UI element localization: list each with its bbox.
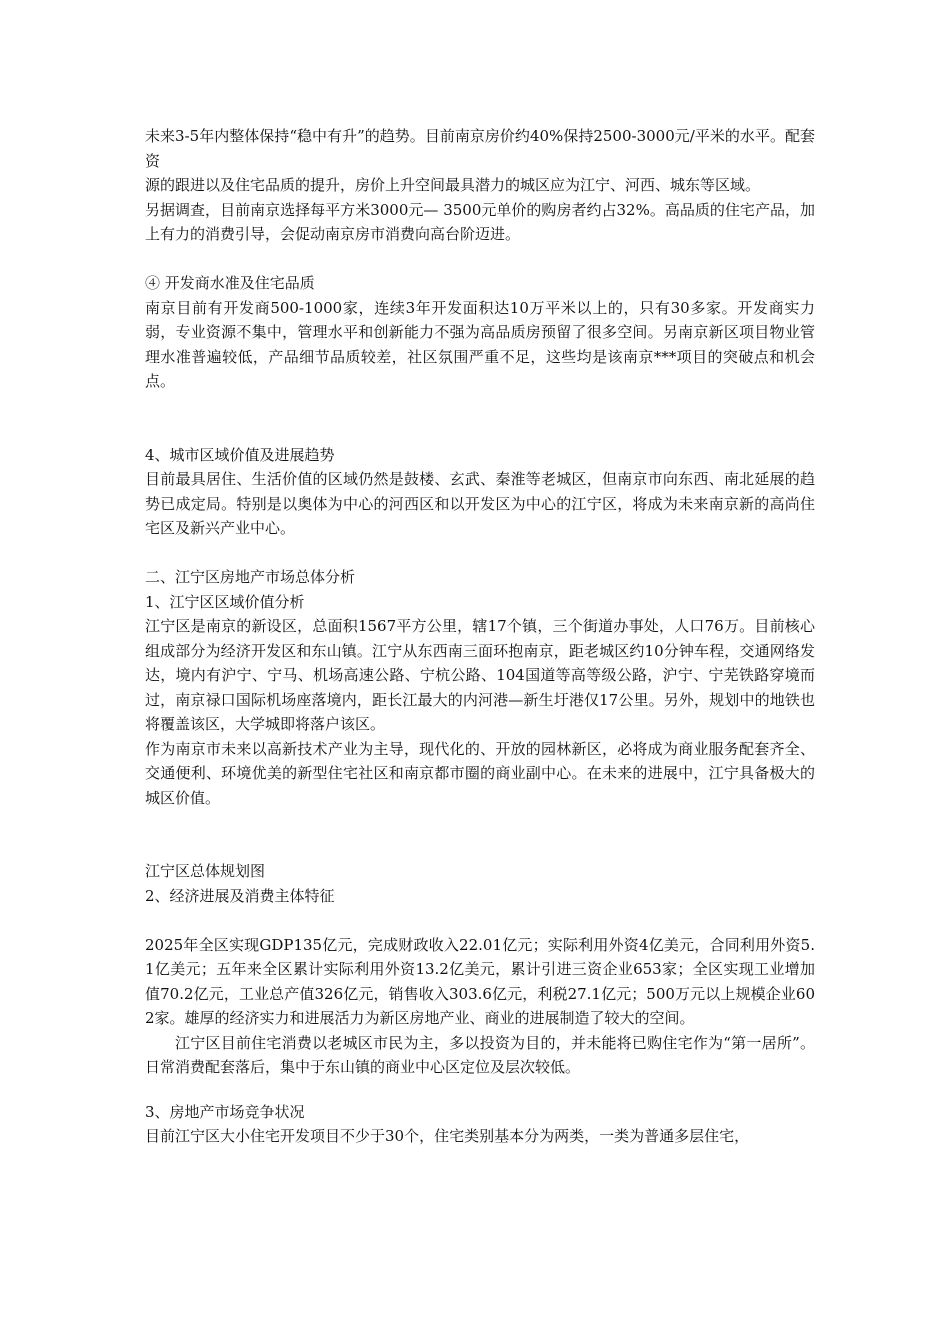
spacer [145, 908, 815, 933]
spacer [145, 247, 815, 272]
paragraph-economy-figures: 2025年全区实现GDP135亿元，完成财政收入22.01亿元；实际利用外资4亿美元，合同利用外资5.1亿美元；五年来全区累计实际利用外资13.2亿美元，累计引进三资企业653家；全区实现工业增加值70.2亿元，工业总产值326亿元，销售收入303.6亿元，利税27.1亿元；500万元以上规模企业602家。雄厚的经济实力和进展活力为新区房地产业、商业的进展制造了较大的空间。 [145, 935, 815, 1027]
heading-economy: 2、经济进展及消费主体特征 [145, 886, 335, 905]
spacer [145, 541, 815, 566]
document-page [145, 124, 815, 1149]
spacer [145, 810, 815, 859]
heading-jiangning-market: 二、江宁区房地产市场总体分析 [145, 568, 356, 586]
heading-competition: 3、房地产市场竞争状况 [145, 1102, 305, 1121]
paragraph-developer-quality: 南京目前有开发商500-1000家，连续3年开发面积达10万平米以上的，只有30多家。开发商实力弱，专业资源不集中，管理水平和创新能力不强为高品质房预留了很多空间。另南京新区项目物业管理水准普遍较低，产品细节品质较差，社区氛围严重不足，这些均是该南京***项目的突破点和机会点。 [145, 298, 815, 390]
paragraph-price-potential: 源的跟进以及住宅品质的提升，房价上升空间最具潜力的城区应为江宁、河西、城东等区域。 [145, 176, 761, 194]
heading-city-region: 4、城市区域价值及进展趋势 [145, 445, 335, 464]
paragraph-price-survey: 另据调查，目前南京选择每平方米3000元— 3500元单价的购房者约占32%。高品质的住宅产品，加上有力的消费引导，会促动南京房市消费向高台阶迈进。 [145, 200, 815, 243]
paragraph-city-region: 目前最具居住、生活价值的区域仍然是鼓楼、玄武、秦淮等老城区，但南京市向东西、南北延展的趋势已成定局。特别是以奥体为中心的河西区和以开发区为中心的江宁区，将成为未来南京新的高尚住宅区及新兴产业中心。 [145, 470, 815, 537]
paragraph-consumer-profile: 江宁区目前住宅消费以老城区市民为主，多以投资为目的，并未能将已购住宅作为“第一居所”。日常消费配套落后，集中于东山镇的商业中心区定位及层次较低。 [145, 1033, 815, 1076]
spacer [145, 1080, 815, 1100]
paragraph-price-trend: 未来3-5年内整体保持“稳中有升”的趋势。目前南京房价约40%保持2500-3000元/平米的水平。配套资 [145, 127, 815, 170]
spacer [145, 394, 815, 443]
paragraph-jiangning-future: 作为南京市未来以高新技术产业为主导，现代化的、开放的园林新区，必将成为商业服务配套齐全、交通便利、环境优美的新型住宅社区和南京都市圈的商业副中心。在未来的进展中，江宁具备极大的城区价值。 [145, 739, 815, 807]
paragraph-competition: 目前江宁区大小住宅开发项目不少于30个，住宅类别基本分为两类，一类为普通多层住宅， [145, 1127, 750, 1145]
caption-planning-map: 江宁区总体规划图 [145, 862, 266, 880]
heading-developer-quality: ④ 开发商水准及住宅品质 [145, 274, 315, 292]
paragraph-jiangning-overview: 江宁区是南京的新设区，总面积1567平方公里，辖17个镇，三个街道办事处，人口76万。目前核心组成部分为经济开发区和东山镇。江宁从东西南三面环抱南京，距老城区约10分钟车程，交通网络发达，境内有沪宁、宁马、机场高速公路、宁杭公路、104国道等高等级公路，沪宁、宁芜铁路穿境而过，南京禄口国际机场座落境内，距长江最大的内河港—新生圩港仅17公里。另外，规划中的地铁也将覆盖该区，大学城即将落户该区。 [145, 617, 815, 733]
heading-jiangning-value: 1、江宁区区域价值分析 [145, 592, 305, 611]
